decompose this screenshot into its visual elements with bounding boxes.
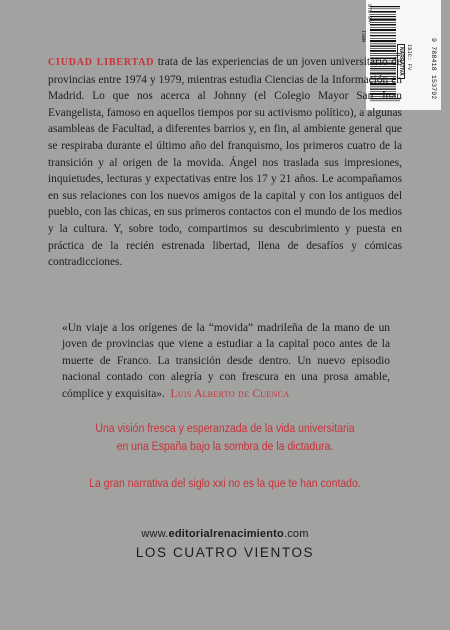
collection-name: LOS CUATRO VIENTOS xyxy=(135,545,315,560)
synopsis-body: trata de las experiencias de un joven universitario de provincias entre 1974 y 1979, mientras estudia Ciencias de la Información en Madrid. Lo que nos acerca al Johnny (el Colegio Mayor San Juan Evangelista, famoso en aquellos tiempos por su activismo político), a algunas asambleas de Facultad, a diferentes barrios y, en fin, al ambiente general que se respiraba durante el último año del franquismo, los primeros cuatro de la transición y al origen de la movida. Ángel nos traslada sus impresiones, inquietudes, lecturas y expectativas entre los 17 y 21 años. Le acompañamos en sus relaciones con los nuevos amigos de la capital y con los antiguos del pueblo, con las chicas, en sus primeros contactos con el mundo de los medios y la cultura. Y, sobre todo, compartimos su descubrimiento y puesta en práctica de la recién estrenada libertad, llena de desafíos y cómicas contradicciones. xyxy=(48,56,402,269)
synopsis xyxy=(48,54,402,271)
publisher-website: www.editorialrenacimiento.com xyxy=(141,528,309,540)
genre-badge: NARRATIVA xyxy=(397,44,405,79)
ibic-code: IBIC: FV xyxy=(406,44,413,71)
blurb-quote xyxy=(62,320,390,402)
tagline xyxy=(66,419,384,455)
quote-author: Luis Alberto de Cuenca xyxy=(170,387,290,400)
quote-text: «Un viaje a los orígenes de la “movida” madrileña de la mano de un joven de provincias que viene a estudiar a la capital poco antes de la muerte de Franco. La transición desde dentro. Un nuevo episodio nacional contado con alegría y con frescura en una prosa amable, cómplice y exquisita». xyxy=(62,322,390,400)
isbn-label: ISBN xyxy=(360,30,366,43)
synopsis-title: CIUDAD LIBERTAD xyxy=(48,57,155,68)
tagline-line-1: Una visión fresca y esperanzada de la vida universitaria xyxy=(95,421,355,435)
tagline-line-3: La gran narrativa del siglo xxi no es la que te han contado. xyxy=(89,476,361,490)
tagline-line-2: en una España bajo la sombra de la dictadura. xyxy=(116,439,334,453)
isbn-prefix: 978-84- xyxy=(366,4,372,26)
isbn-digits: 9 788418 153792 xyxy=(430,38,437,100)
